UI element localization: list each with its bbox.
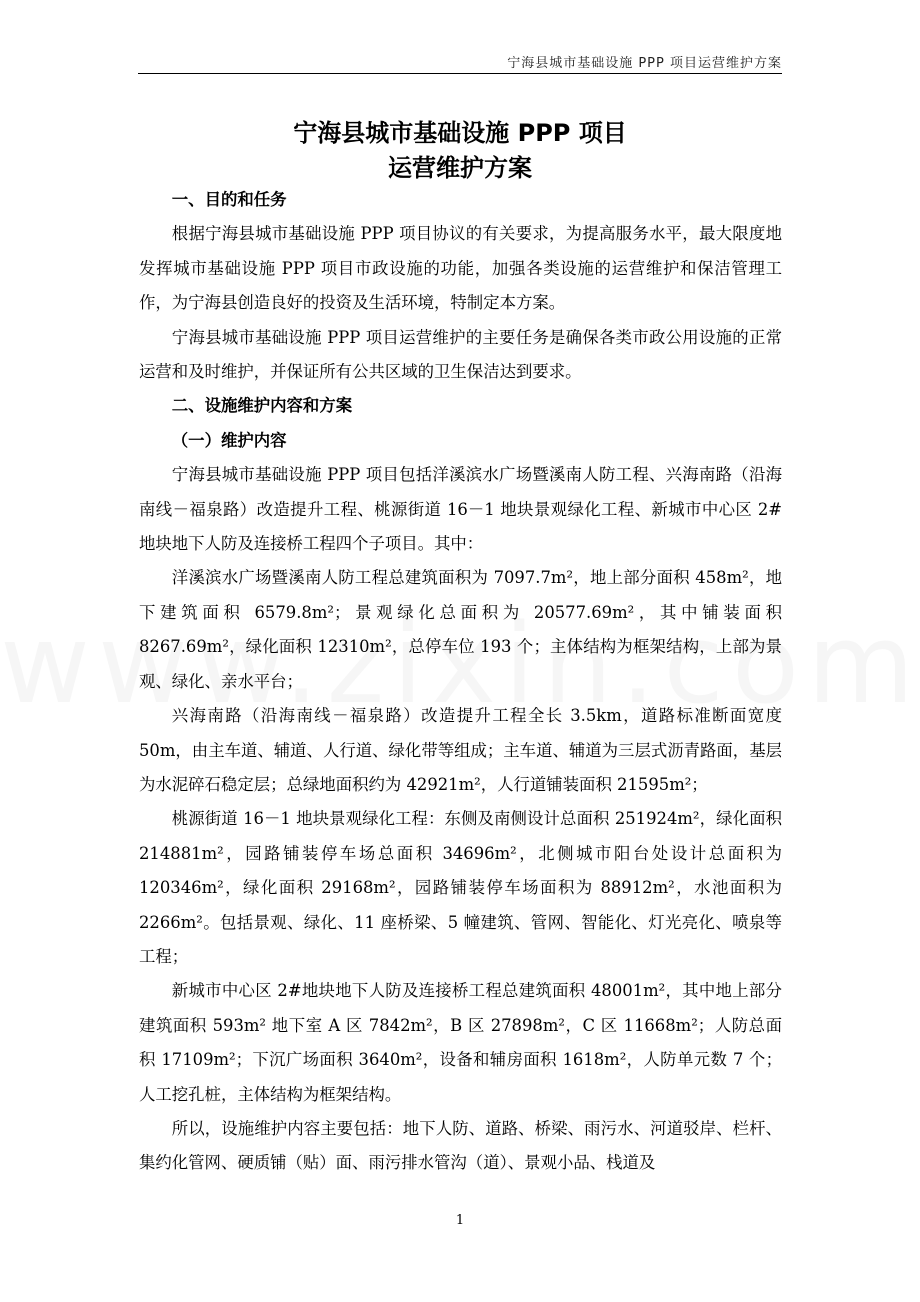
subsection-heading: （一）维护内容: [171, 430, 287, 450]
document-title-line1: 宁海县城市基础设施 PPP 项目: [293, 119, 627, 147]
running-header: 宁海县城市基础设施 PPP 项目运营维护方案: [507, 56, 782, 71]
section-heading-2: 二、设施维护内容和方案: [171, 396, 353, 416]
document-title-line2: 运营维护方案: [388, 154, 532, 182]
paragraph: 所以，设施维护内容主要包括：地下人防、道路、桥梁、雨污水、河道驳岸、栏杆、集约化管网、硬质铺（贴）面、雨污排水管沟（道）、景观小品、栈道及: [139, 1118, 782, 1173]
paragraph: 宁海县城市基础设施 PPP 项目包括洋溪滨水广场暨溪南人防工程、兴海南路（沿海南线－福泉路）改造提升工程、桃源街道 16－1 地块景观绿化工程、新城市中心区 2#地块地下人防及连接桥工程四个子项目。其中：: [139, 465, 782, 554]
paragraph: 新城市中心区 2#地块地下人防及连接桥工程总建筑面积 48001m²，其中地上部分建筑面积 593m² 地下室 A 区 7842m²，B 区 27898m²，C 区 11668m²；人防总面积 17109m²；下沉广场面积 3640m²，设备和辅房面积 1618m²，人防单元数 7 个；人工挖孔桩，主体结构为框架结构。: [139, 981, 782, 1104]
paragraph: 洋溪滨水广场暨溪南人防工程总建筑面积为 7097.7m²，地上部分面积 458m²，地下建筑面积 6579.8m²；景观绿化总面积为 20577.69m²，其中铺装面积 8267.69m²，绿化面积 12310m²，总停车位 193 个；主体结构为框架结构，上部为景观、绿化、亲水平台；: [139, 568, 782, 691]
paragraph: 宁海县城市基础设施 PPP 项目运营维护的主要任务是确保各类市政公用设施的正常运营和及时维护，并保证所有公共区域的卫生保洁达到要求。: [139, 327, 782, 382]
paragraph: 根据宁海县城市基础设施 PPP 项目协议的有关要求，为提高服务水平，最大限度地发挥城市基础设施 PPP 项目市政设施的功能，加强各类设施的运营维护和保洁管理工作，为宁海县创造良好的投资及生活环境，特制定本方案。: [139, 224, 782, 313]
header-rule: [138, 73, 782, 74]
document-body: [139, 183, 782, 1181]
page-number: 1: [455, 1213, 465, 1228]
paragraph: 兴海南路（沿海南线－福泉路）改造提升工程全长 3.5km，道路标准断面宽度 50m，由主车道、辅道、人行道、绿化带等组成；主车道、辅道为三层式沥青路面，基层为水泥碎石稳定层；总绿地面积约为 42921m²，人行道铺装面积 21595m²；: [139, 706, 782, 794]
section-heading-1: 一、目的和任务: [171, 190, 287, 209]
paragraph: 桃源街道 16－1 地块景观绿化工程：东侧及南侧设计总面积 251924m²，绿化面积 214881m²，园路铺装停车场总面积 34696m²，北侧城市阳台处设计总面积为 120346m²，绿化面积 29168m²，园路铺装停车场面积为 88912m²，水池面积为 2266m²。包括景观、绿化、11 座桥梁、5 幢建筑、管网、智能化、灯光亮化、喷泉等工程；: [139, 809, 782, 966]
